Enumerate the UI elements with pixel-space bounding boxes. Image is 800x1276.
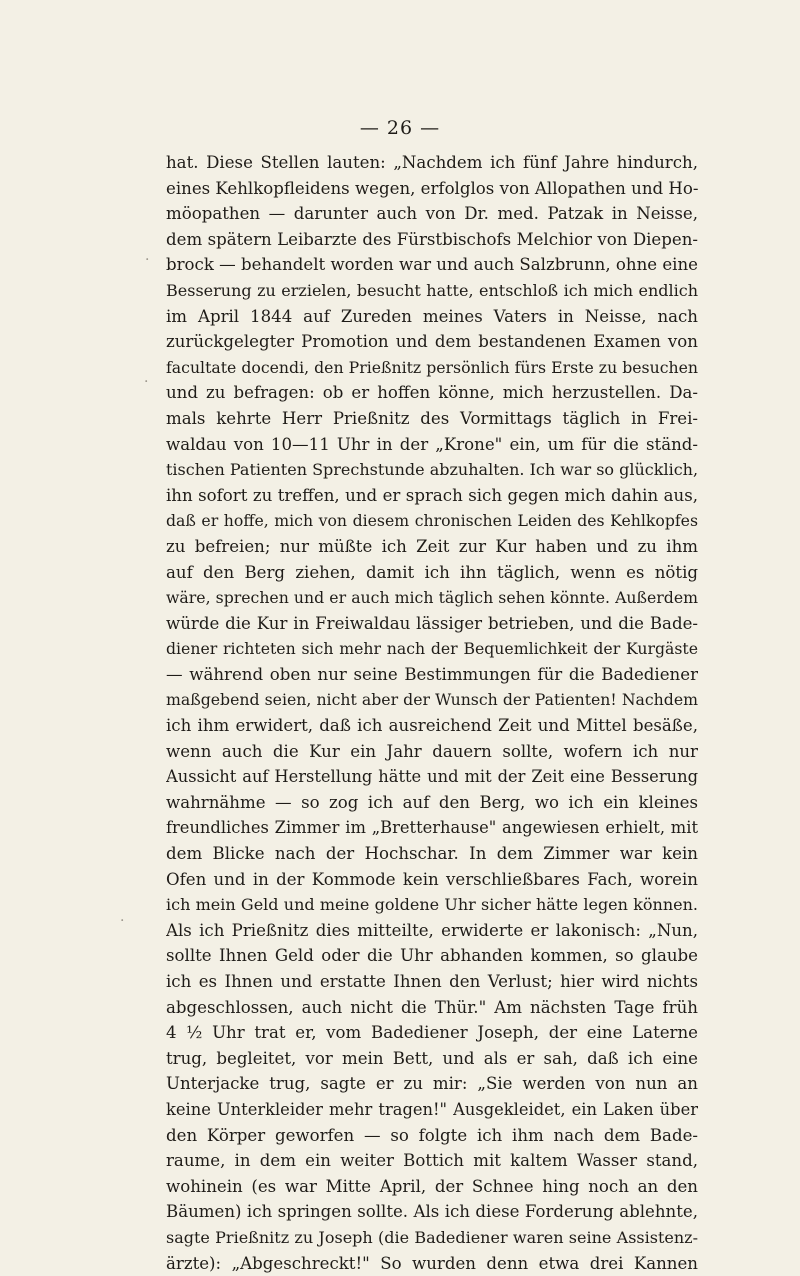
text-line: waldau von 10—11 Uhr in der „Krone" ein, um für die ständ- [166, 434, 698, 454]
text-line: Unterjacke trug, sagte er zu mir: „Sie werden von nun an [166, 1074, 698, 1094]
text-line: im April 1844 auf Zureden meines Vaters in Neisse, nach [166, 306, 698, 326]
text-line: Bäumen) ich springen sollte. Als ich diese Forderung ablehnte, [166, 1202, 698, 1222]
margin-mark: · [144, 374, 149, 390]
text-line: tischen Patienten Sprechstunde abzuhalten. Ich war so glücklich, [166, 460, 698, 480]
text-line: wahrnähme — so zog ich auf den Berg, wo ich ein kleines [166, 792, 698, 812]
text-line: brock — behandelt worden war und auch Salzbrunn, ohne eine [166, 255, 698, 275]
text-line: und zu befragen: ob er hoffen könne, mich herzustellen. Da- [166, 383, 698, 403]
text-line: ich ihm erwidert, daß ich ausreichend Zeit und Mittel besäße, [166, 716, 698, 736]
text-line: sagte Prießnitz zu Joseph (die Badediener waren seine Assistenz- [166, 1227, 698, 1247]
text-line: raume, in dem ein weiter Bottich mit kaltem Wasser stand, [166, 1151, 698, 1171]
body-text [166, 150, 698, 1276]
text-line: daß er hoffe, mich von diesem chronischen Leiden des Kehlkopfes [166, 511, 698, 531]
text-line: ärzte): „Abgeschreckt!" So wurden denn etwa drei Kannen [166, 1253, 698, 1273]
text-line: mals kehrte Herr Prießnitz des Vormittags täglich in Frei- [166, 408, 698, 428]
text-line: wohinein (es war Mitte April, der Schnee hing noch an den [166, 1176, 698, 1196]
text-line: maßgebend seien, nicht aber der Wunsch der Patienten! Nachdem [166, 690, 698, 710]
text-line: Ofen und in der Kommode kein verschließbares Fach, worein [166, 869, 698, 889]
text-line: auf den Berg ziehen, damit ich ihn täglich, wenn es nötig [166, 562, 698, 582]
text-line: Als ich Prießnitz dies mitteilte, erwiderte er lakonisch: „Nun, [166, 920, 698, 940]
text-line: keine Unterkleider mehr tragen!" Ausgekleidet, ein Laken über [166, 1099, 698, 1119]
margin-mark: · [120, 913, 125, 929]
text-line: diener richteten sich mehr nach der Bequemlichkeit der Kurgäste [166, 639, 698, 659]
text-line: zurückgelegter Promotion und dem bestandenen Examen von [166, 332, 698, 352]
text-line: zu befreien; nur müßte ich Zeit zur Kur haben und zu ihm [166, 536, 698, 556]
text-line: dem spätern Leibarzte des Fürstbischofs Melchior von Diepen- [166, 229, 698, 249]
text-line: — während oben nur seine Bestimmungen für die Badediener [166, 664, 698, 684]
margin-mark: · [145, 252, 150, 268]
text-line: sollte Ihnen Geld oder die Uhr abhanden kommen, so glaube [166, 946, 698, 966]
text-line: 4 ½ Uhr trat er, vom Badediener Joseph, der eine Laterne [166, 1023, 698, 1043]
text-line: Aussicht auf Herstellung hätte und mit der Zeit eine Besserung [166, 767, 698, 787]
text-line: ich es Ihnen und erstatte Ihnen den Verlust; hier wird nichts [166, 972, 698, 991]
text-line: ihn sofort zu treffen, und er sprach sich gegen mich dahin aus, [166, 485, 698, 505]
text-line: hat. Diese Stellen lauten: „Nachdem ich fünf Jahre hindurch, [166, 153, 698, 172]
text-line: Besserung zu erzielen, besucht hatte, entschloß ich mich endlich [166, 280, 698, 300]
text-line: möopathen — darunter auch von Dr. med. Patzak in Neisse, [166, 204, 698, 224]
text-line: ich mein Geld und meine goldene Uhr sicher hätte legen können. [166, 895, 698, 915]
text-line: wäre, sprechen und er auch mich täglich sehen könnte. Außerdem [166, 588, 698, 608]
text-line: wenn auch die Kur ein Jahr dauern sollte, wofern ich nur [166, 741, 698, 761]
text-line: eines Kehlkopfleidens wegen, erfolglos von Allopathen und Ho- [166, 178, 698, 198]
text-line: trug, begleitet, vor mein Bett, und als er sah, daß ich eine [166, 1048, 698, 1068]
text-line: den Körper geworfen — so folgte ich ihm nach dem Bade- [166, 1125, 698, 1145]
text-line: dem Blicke nach der Hochschar. In dem Zimmer war kein [166, 844, 698, 864]
text-line: freundliches Zimmer im „Bretterhause" angewiesen erhielt, mit [166, 818, 698, 838]
text-line: facultate docendi, den Prießnitz persönlich fürs Erste zu besuchen [166, 357, 698, 377]
page-number: — 26 — [359, 117, 441, 139]
text-line: abgeschlossen, auch nicht die Thür." Am nächsten Tage früh [166, 997, 698, 1017]
text-line: würde die Kur in Freiwaldau lässiger betrieben, und die Bade- [166, 613, 698, 633]
